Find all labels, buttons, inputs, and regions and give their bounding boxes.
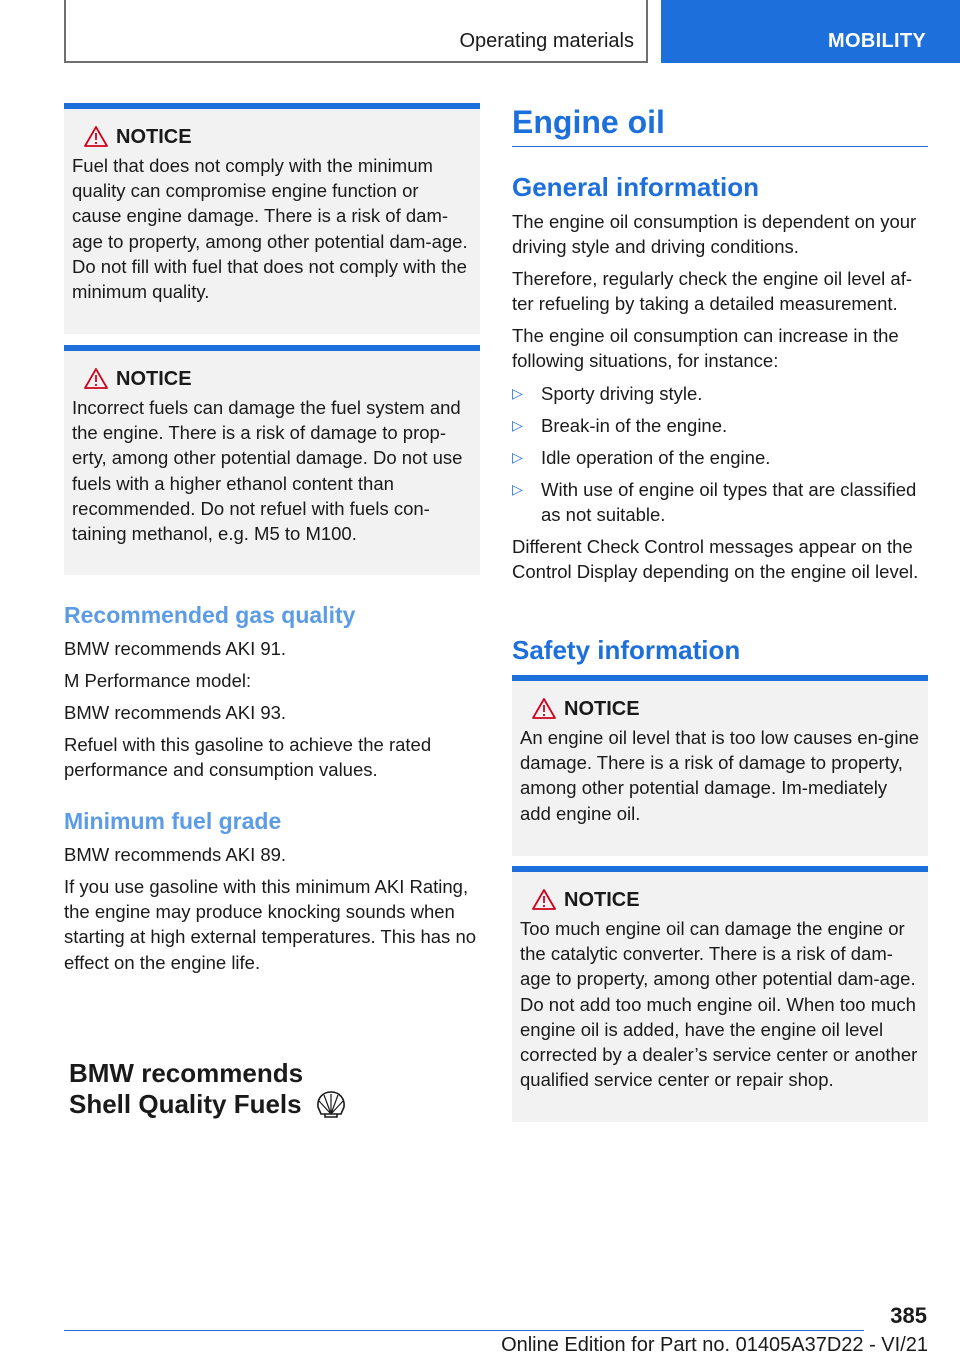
list-item-text: Idle operation of the engine. (541, 447, 771, 468)
shell-quality-fuels-logo (69, 1058, 369, 1124)
paragraph: If you use gasoline with this minimum AKI Rating, the engine may produce knocking sounds when starting at high external temperatures. This has no effect on the engine life. (64, 876, 477, 973)
triangle-bullet-icon: ▷ (512, 385, 523, 401)
warning-icon (524, 697, 564, 721)
notice-text: An engine oil level that is too low causes en‐gine damage. There is a risk of damage to property, among other potential damage. Im‐mediately add engine oil. (520, 727, 920, 824)
notice-box-oil-too-low (512, 675, 928, 856)
warning-icon (76, 125, 116, 149)
list-item-text: Sporty driving style. (541, 383, 703, 404)
footer-rule (64, 1330, 864, 1331)
heading-general-information: General information (512, 172, 760, 202)
page-title-engine-oil: Engine oil (512, 104, 665, 140)
list-item (512, 413, 928, 438)
notice-title: NOTICE (564, 888, 640, 911)
header-chapter-label: MOBILITY (828, 30, 926, 52)
shell-pecten-icon (315, 1090, 347, 1118)
notice-text: Fuel that does not comply with the minimum quality can compromise engine function or cause engine damage. There is a risk of dam‐age to property, among other potential dam‐age. Do not fill with fuel that does not comply with the minimum quality. (72, 155, 468, 303)
warning-icon (524, 888, 564, 912)
paragraph: BMW recommends AKI 93. (64, 702, 287, 723)
list-item (512, 477, 928, 527)
triangle-bullet-icon: ▷ (512, 449, 523, 465)
paragraph: BMW recommends AKI 91. (64, 638, 287, 659)
warning-icon (76, 367, 116, 391)
logo-line-1: BMW recommends (69, 1058, 304, 1088)
notice-text: Incorrect fuels can damage the fuel system and the engine. There is a risk of damage to prop‐erty, among other potential damage. Do not use fuels with a higher ethanol content than recommended. Do not refuel with fuels con‐taining methanol, e.g. M5 to M100. (72, 397, 463, 545)
list-item-text: Break-in of the engine. (541, 415, 728, 436)
page-number: 385 (890, 1303, 927, 1328)
list-item (512, 445, 928, 470)
notice-box-fuel-quality (64, 103, 480, 334)
heading-minimum-fuel-grade: Minimum fuel grade (64, 808, 282, 834)
paragraph: BMW recommends AKI 89. (64, 844, 287, 865)
heading-safety-information: Safety information (512, 635, 741, 665)
notice-title: NOTICE (564, 697, 640, 720)
triangle-bullet-icon: ▷ (512, 481, 523, 497)
notice-box-incorrect-fuels (64, 345, 480, 575)
list-item-text: With use of engine oil types that are classified as not suitable. (541, 479, 917, 526)
paragraph: The engine oil consumption is dependent on your driving style and driving conditions. (512, 211, 917, 258)
header-section-box (64, 0, 648, 63)
heading-recommended-gas-quality: Recommended gas quality (64, 602, 356, 628)
list-item (512, 381, 928, 406)
notice-text: Too much engine oil can damage the engine or the catalytic converter. There is a risk of dam‐age to property, among other potential dam‐age. Do not add too much engine oil. When too much engine oil is added, have the engine oil level corrected by a dealer’s service center or another qualified service center or repair shop. (520, 918, 918, 1091)
notice-title: NOTICE (116, 125, 192, 148)
paragraph: Therefore, regularly check the engine oil level af‐ter refueling by taking a detailed measurement. (512, 268, 913, 315)
footer-edition: Online Edition for Part no. 01405A37D22 - VI/21 (501, 1334, 928, 1356)
header-chapter-tab (661, 0, 960, 63)
logo-line-2: Shell Quality Fuels (69, 1089, 302, 1119)
notice-title: NOTICE (116, 367, 192, 390)
paragraph: M Performance model: (64, 670, 252, 691)
paragraph: Different Check Control messages appear on the Control Display depending on the engine oil level. (512, 536, 919, 583)
paragraph: The engine oil consumption can increase in the following situations, for instance: (512, 325, 899, 372)
paragraph: Refuel with this gasoline to achieve the rated performance and consumption values. (64, 734, 432, 781)
title-rule (512, 146, 928, 147)
header-section-title: Operating materials (459, 30, 634, 52)
triangle-bullet-icon: ▷ (512, 417, 523, 433)
notice-box-oil-too-much (512, 866, 928, 1122)
